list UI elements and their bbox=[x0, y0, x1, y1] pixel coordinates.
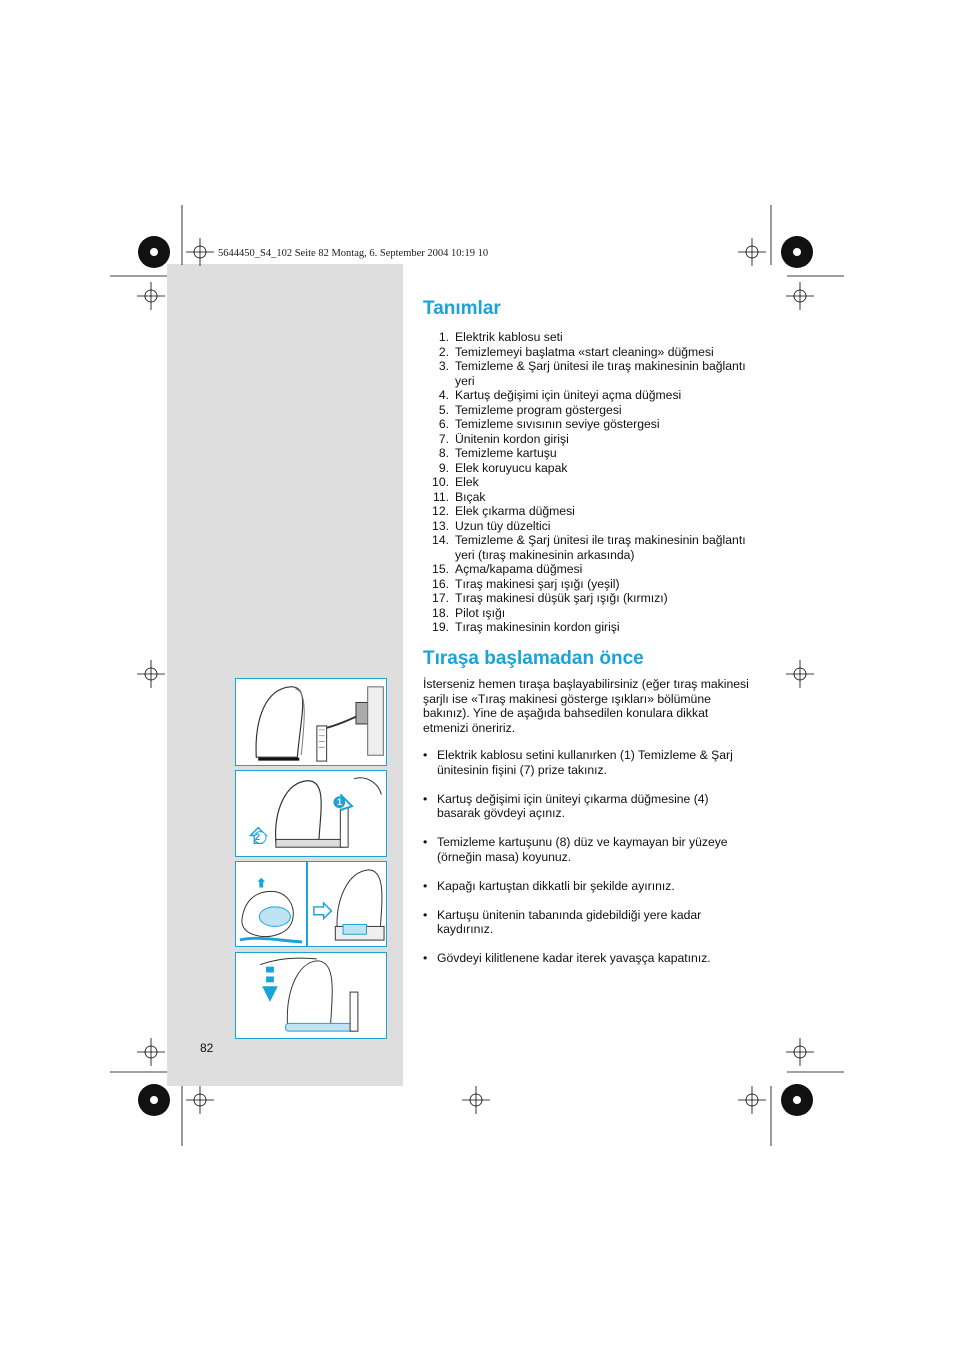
definition-number: 16. bbox=[432, 576, 449, 591]
illustration-insert-cartridge bbox=[307, 861, 387, 947]
definition-item bbox=[423, 461, 753, 476]
definition-text: Temizleme kartuşu bbox=[455, 446, 557, 460]
bullet-icon: • bbox=[423, 748, 428, 762]
definition-item bbox=[423, 388, 753, 403]
illustration-open-unit bbox=[235, 770, 387, 857]
bullet-icon: • bbox=[423, 951, 428, 965]
instruction-text: Kartuş değişimi için üniteyi çıkarma düğmesine (4) basarak gövdeyi açınız. bbox=[437, 791, 709, 820]
definition-item bbox=[423, 403, 753, 418]
definition-number: 19. bbox=[432, 620, 449, 634]
definition-item bbox=[423, 490, 753, 505]
section-title-before-shaving: Tıraşa başlamadan önce bbox=[423, 648, 644, 669]
definition-item bbox=[423, 446, 753, 461]
definition-text: Elek bbox=[455, 475, 479, 489]
definition-text: Pilot ışığı bbox=[455, 605, 506, 620]
definition-number: 5. bbox=[438, 402, 449, 417]
illustration-remove-cap bbox=[235, 861, 307, 947]
definition-item bbox=[423, 417, 753, 432]
definition-number: 13. bbox=[432, 518, 449, 533]
definition-number: 15. bbox=[432, 562, 449, 576]
bullet-icon: • bbox=[423, 907, 428, 922]
instruction-item bbox=[423, 835, 753, 864]
definition-number: 17. bbox=[432, 591, 449, 605]
step-label-1: 1 bbox=[337, 797, 343, 807]
definition-item bbox=[423, 432, 753, 447]
instruction-item bbox=[423, 908, 753, 937]
definition-text: Elek koruyucu kapak bbox=[455, 460, 568, 475]
instructions-list bbox=[423, 748, 753, 980]
bullet-icon: • bbox=[423, 835, 428, 849]
instruction-text: Temizleme kartuşunu (8) düz ve kaymayan bir yüzeye (örneğin masa) koyunuz. bbox=[437, 835, 728, 864]
definition-text: Temizleme sıvısının seviye göstergesi bbox=[455, 417, 660, 431]
instruction-text: Gövdeyi kilitlenene kadar iterek yavaşça kapatınız. bbox=[437, 951, 711, 965]
definition-text: Temizlemeyi başlatma «start cleaning» düğmesi bbox=[455, 344, 714, 359]
definition-number: 8. bbox=[438, 446, 449, 460]
definition-text: Uzun tüy düzeltici bbox=[455, 518, 551, 533]
definition-item bbox=[423, 606, 753, 621]
definition-text: Ünitenin kordon girişi bbox=[455, 431, 569, 446]
definition-number: 18. bbox=[432, 605, 449, 620]
definition-item bbox=[423, 504, 753, 519]
definition-number: 3. bbox=[438, 359, 449, 373]
definition-text: Temizleme & Şarj ünitesi ile tıraş makinesinin bağlantı yeri (tıraş makinesinin arkasında) bbox=[455, 533, 746, 562]
definition-item bbox=[423, 519, 753, 534]
definition-text: Açma/kapama düğmesi bbox=[455, 562, 583, 576]
definition-number: 7. bbox=[438, 431, 449, 446]
definition-number: 4. bbox=[438, 388, 449, 402]
section-title-definitions: Tanımlar bbox=[423, 298, 501, 319]
definition-item bbox=[423, 533, 753, 562]
instruction-item bbox=[423, 951, 753, 966]
definition-number: 1. bbox=[438, 330, 449, 344]
definition-item bbox=[423, 345, 753, 360]
definition-number: 11. bbox=[432, 489, 449, 504]
intro-paragraph: İsterseniz hemen tıraşa başlayabilirsiniz (eğer tıraş makinesi şarjlı ise «Tıraş makinesi gösterge ışıkları» bölümüne bakınız). Yine de aşağıda bahsedilen konulara dikkat etmenizi öneririz. bbox=[423, 677, 749, 735]
definition-item bbox=[423, 359, 753, 388]
step-label-2: 2 bbox=[255, 832, 261, 842]
definition-item bbox=[423, 475, 753, 490]
definition-text: Bıçak bbox=[455, 489, 486, 504]
definition-item bbox=[423, 577, 753, 592]
definition-text: Temizleme & Şarj ünitesi ile tıraş makinesinin bağlantı yeri bbox=[455, 359, 746, 388]
instruction-item bbox=[423, 792, 753, 821]
definition-text: Tıraş makinesi şarj ışığı (yeşil) bbox=[455, 576, 620, 591]
definition-item bbox=[423, 330, 753, 345]
definition-text: Tıraş makinesinin kordon girişi bbox=[455, 620, 620, 634]
definition-number: 10. bbox=[432, 475, 449, 489]
definition-number: 9. bbox=[438, 460, 449, 475]
bullet-icon: • bbox=[423, 791, 428, 806]
instruction-item bbox=[423, 748, 753, 777]
definition-text: Elek çıkarma düğmesi bbox=[455, 504, 575, 518]
instruction-text: Kartuşu ünitenin tabanında gidebildiği yere kadar kaydırınız. bbox=[437, 907, 702, 936]
definition-text: Tıraş makinesi düşük şarj ışığı (kırmızı) bbox=[455, 591, 668, 605]
definition-number: 2. bbox=[438, 344, 449, 359]
definitions-list bbox=[423, 330, 753, 635]
page-number: 82 bbox=[200, 1041, 214, 1055]
instruction-text: Elektrik kablosu setini kullanırken (1) Temizleme & Şarj ünitesinin fişini (7) prize takınız. bbox=[437, 748, 733, 777]
definition-text: Temizleme program göstergesi bbox=[455, 402, 622, 417]
illustration-plug-in bbox=[235, 678, 387, 766]
definition-number: 12. bbox=[432, 504, 449, 518]
definition-text: Elektrik kablosu seti bbox=[455, 330, 563, 344]
definition-item bbox=[423, 562, 753, 577]
print-header: 5644450_S4_102 Seite 82 Montag, 6. September 2004 10:19 10 bbox=[218, 248, 489, 259]
definition-item bbox=[423, 591, 753, 606]
definition-number: 6. bbox=[438, 417, 449, 431]
bullet-icon: • bbox=[423, 878, 428, 893]
instruction-text: Kapağı kartuştan dikkatli bir şekilde ayırınız. bbox=[437, 878, 675, 893]
definition-item bbox=[423, 620, 753, 635]
instruction-item bbox=[423, 879, 753, 894]
definition-text: Kartuş değişimi için üniteyi açma düğmesi bbox=[455, 388, 682, 402]
definition-number: 14. bbox=[432, 533, 449, 547]
illustration-close-unit bbox=[235, 952, 387, 1039]
